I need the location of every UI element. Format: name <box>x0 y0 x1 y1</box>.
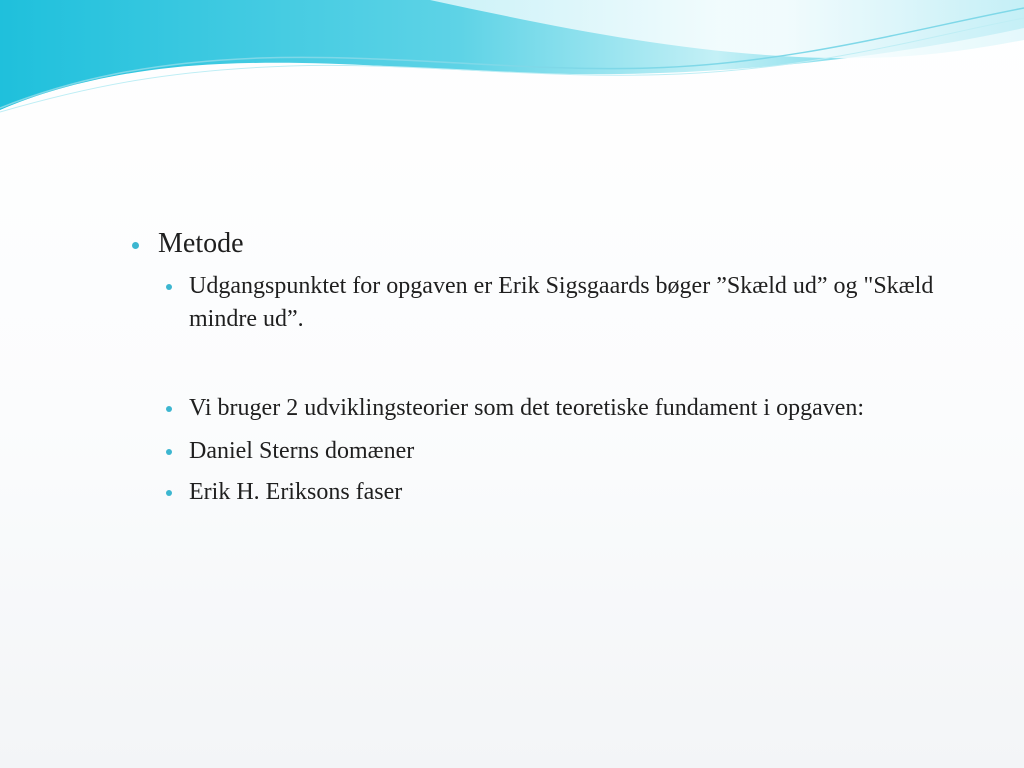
bullet-item-2 <box>158 392 949 425</box>
bullet-item-4 <box>158 476 949 509</box>
bullet-dot-icon <box>166 449 172 455</box>
bullet-text: Udgangspunktet for opgaven er Erik Sigsgaards bøger ”Skæld ud” og "Skæld mindre ud”. <box>189 273 934 332</box>
decorative-wave-header <box>0 0 1024 120</box>
bullet-text: Vi bruger 2 udviklingsteorier som det teoretiske fundament i opgaven: <box>189 395 865 421</box>
bullet-dot-icon <box>166 490 172 496</box>
bullet-dot-icon <box>166 406 172 412</box>
bullet-item-3 <box>158 435 949 468</box>
slide-content <box>130 226 950 509</box>
bullet-dot-icon <box>132 242 139 249</box>
bullet-text: Erik H. Eriksons faser <box>189 479 403 505</box>
bullet-dot-icon <box>166 284 172 290</box>
slide-heading: Metode <box>158 228 244 259</box>
bullet-text: Daniel Sterns domæner <box>189 438 415 464</box>
bullet-item-1 <box>158 270 949 336</box>
bullet-metode <box>130 226 950 262</box>
